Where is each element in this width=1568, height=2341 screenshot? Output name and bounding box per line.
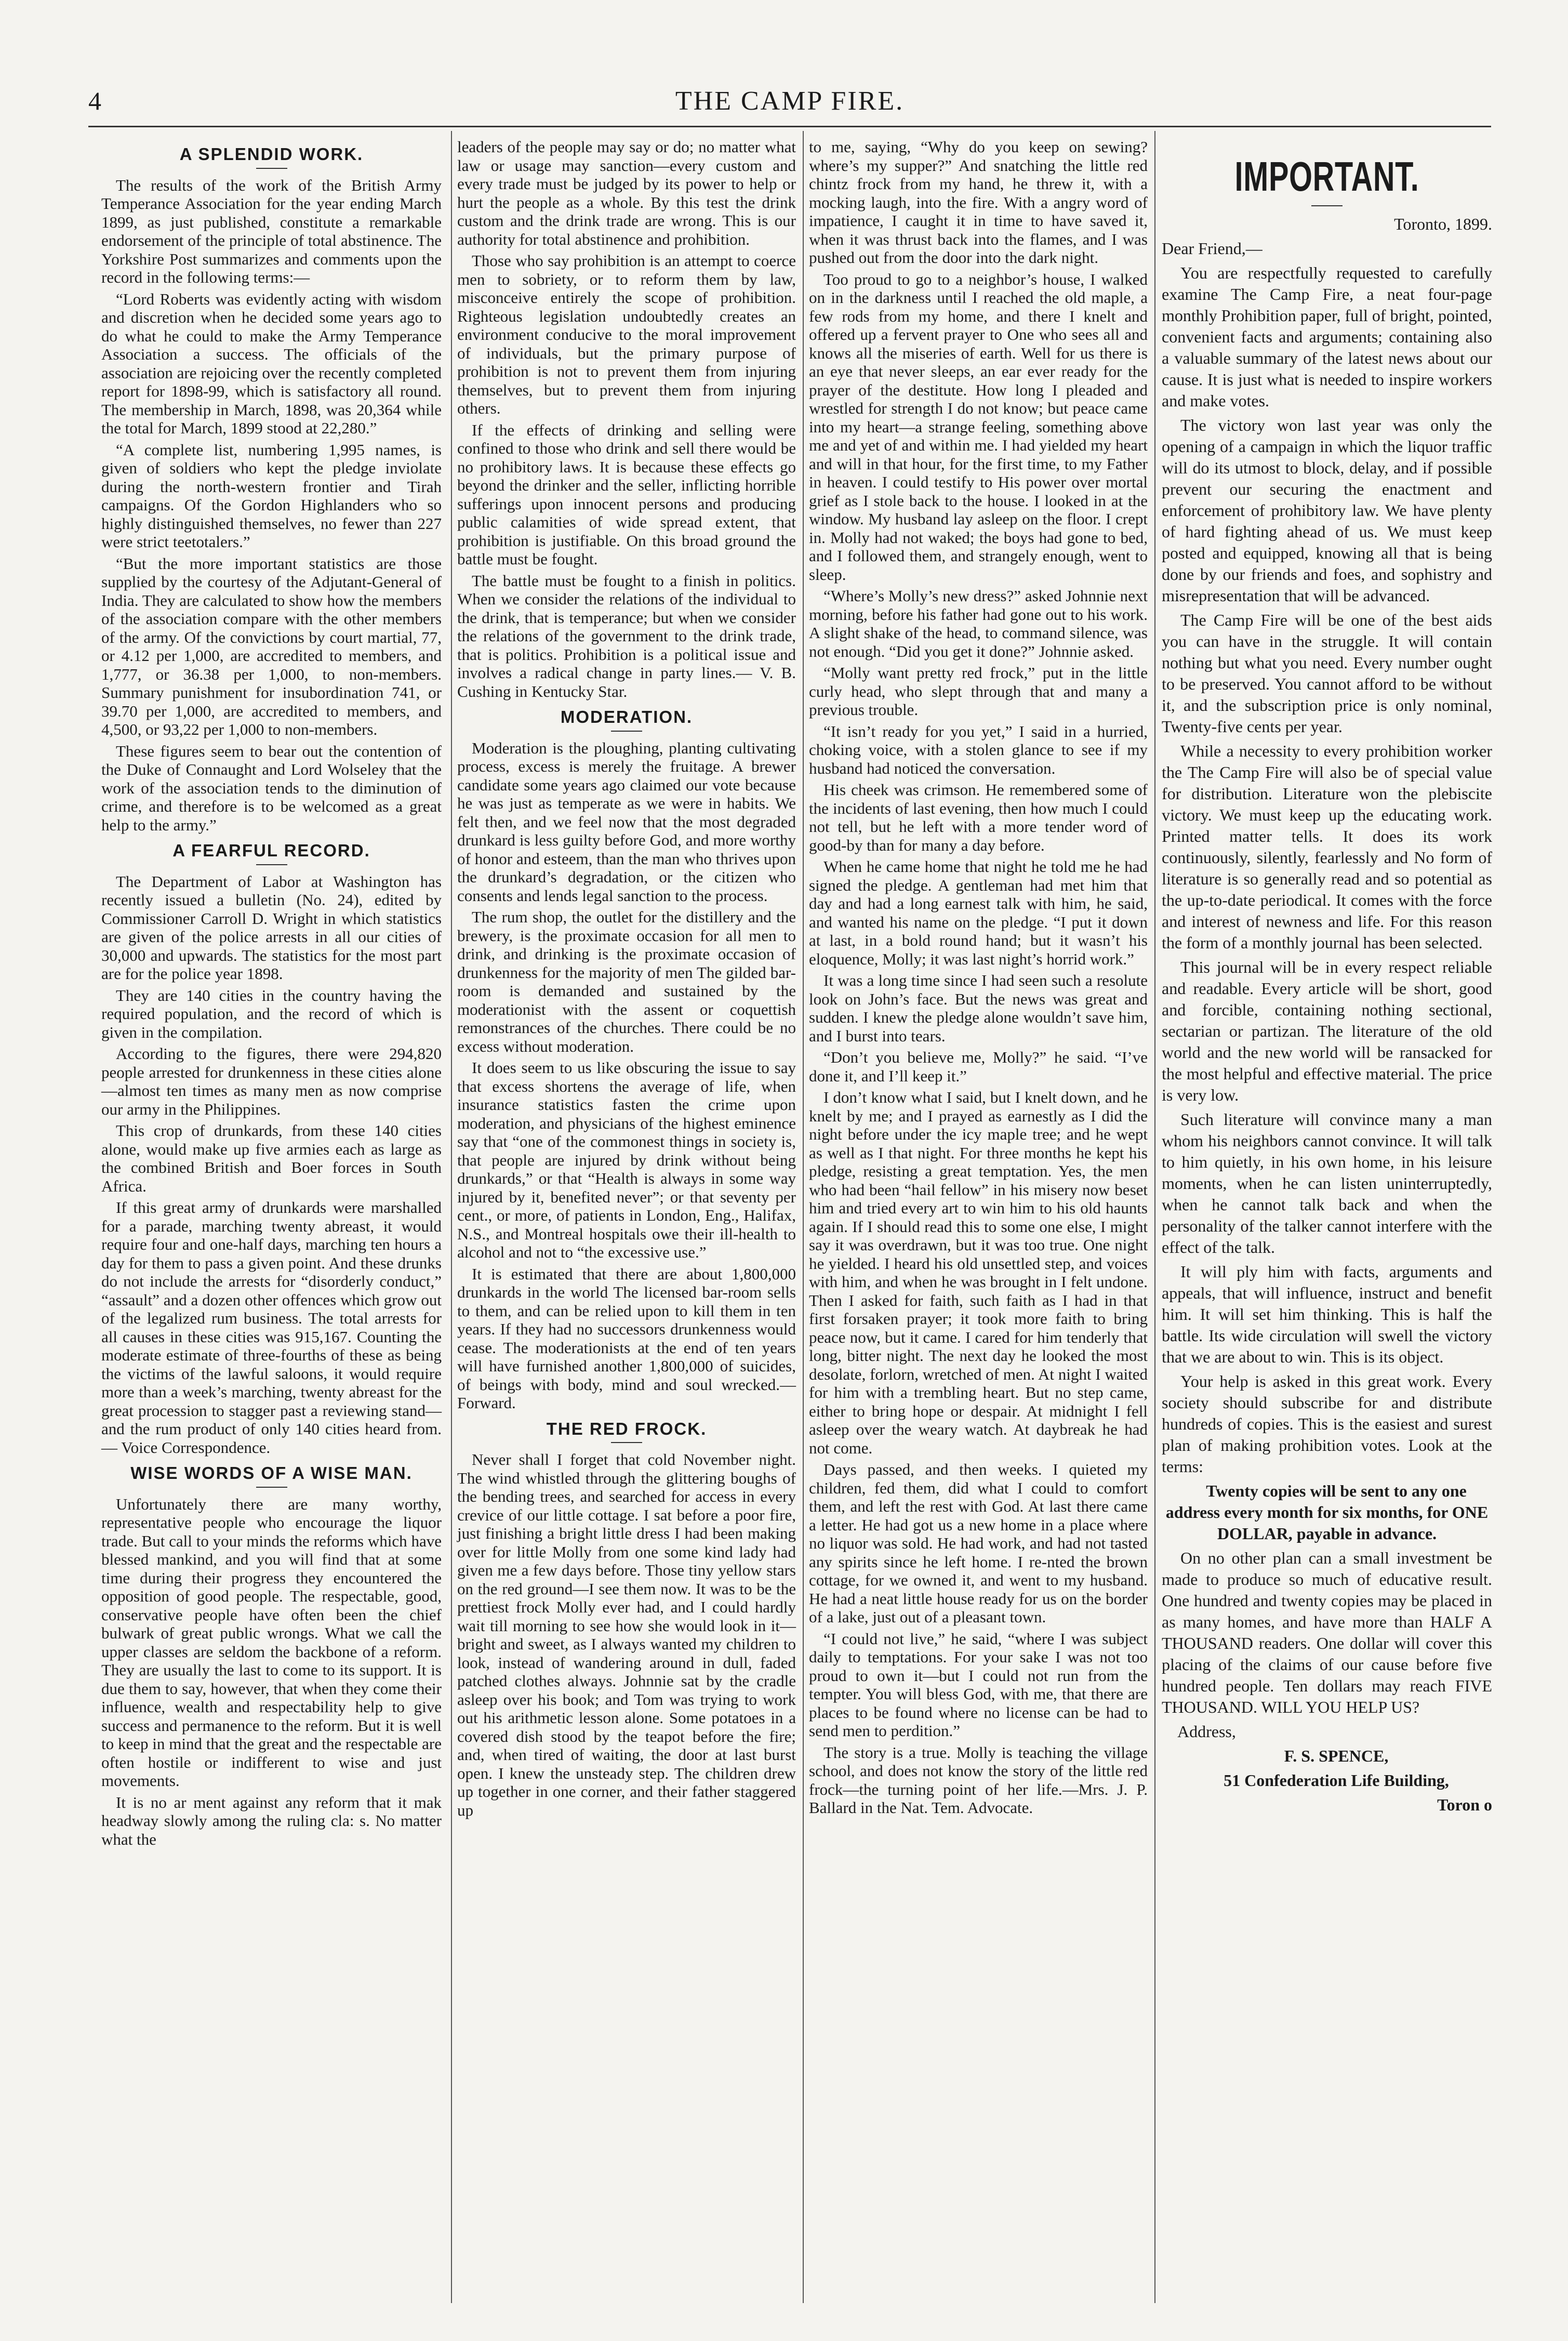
headline-fearful-record: A FEARFUL RECORD. [172, 841, 370, 860]
address-line-1: 51 Confederation Life Building, [1224, 1771, 1449, 1790]
article-paragraph: Those who say prohibition is an attempt to coerce men to sobriety, or to reform them by law, misconceive entirely the scope of prohibition. Righteous legislation undoubtedly creates an environment conducive to the moral improvement of individuals, but the primary purpose of prohibition is not to prevent them from injuring themselves, but to prevent them from injuring others. [457, 252, 796, 417]
article-paragraph: Days passed, and then weeks. I quieted my children, fed them, did what I could to comfort them, and left the rest with God. At last there came a letter. He had got us a new home in a place where no liquor was sold. He had work, and had not tasted any spirits since he left home. I re-nted the brown cottage, for we owned it, and went to my husband. He had a neat little house ready for us on the border of a lake, just out of a pleasant town. [809, 1460, 1148, 1626]
notice-paragraph: The Camp Fire will be one of the best aids you can have in the struggle. It will contain nothing but what you need. Every number ought to be preserved. You cannot afford to be without it, and the subscription price is only nominal, Twenty-five cents per year. [1162, 611, 1492, 736]
salutation: Dear Friend,— [1162, 239, 1263, 258]
article-paragraph: When he came home that night he told me he had signed the pledge. A gentleman had met him that day and had a long earnest talk with him, he said, and wanted his name on the pledge. “I put it down at last, in a bold round hand; but it wasn’t his eloquence, Molly; it was last night’s horrid work.” [809, 857, 1148, 968]
article-paragraph: The Department of Labor at Washington has recently issued a bulletin (No. 24), edited by Commissioner Carroll D. Wright in which statistics are given of the police arrests in all our cities of 30,000 and upwards. The statistics for the most part are for the police year 1898. [101, 872, 442, 983]
signer-name: F. S. SPENCE, [1284, 1747, 1389, 1765]
headline-dash [256, 168, 287, 169]
notice-paragraph: Such literature will convince many a man whom his neighbors cannot convince. It will talk to him quietly, in his own home, in his leisure moments, when he can listen uninterruptedly, when he cannot talk back and when the personality of the talker cannot interfere with the effect of the talk. [1162, 1110, 1492, 1257]
notice-paragraph: On no other plan can a small investment be made to produce so much of educative result. One hundred and twenty copies may be placed in as many homes, and have more than HALF A THOUSAND readers. One dollar will cover this placing of the claims of our cause before five hundred people. Ten dollars may reach FIVE THOUSAND. WILL YOU HELP US? [1162, 1549, 1492, 1716]
article-paragraph: “Don’t you believe me, Molly?” he said. “I’ve done it, and I’ll keep it.” [809, 1048, 1148, 1085]
article-paragraph: “It isn’t ready for you yet,” I said in a hurried, choking voice, with a stolen glance to see if my husband had noticed the conversation. [809, 722, 1148, 777]
column-4-notice [1162, 138, 1492, 1819]
page-number: 4 [88, 86, 101, 115]
article-paragraph: I don’t know what I said, but I knelt down, and he knelt by me; and I prayed as earnestly as I did the night before under the icy maple tree; and he wept as well as I that night. For three months he kept his pledge, resisting a great temptation. Yes, the men who had been “hail fellow” in his misery now beset him and tried every art to win him to his old haunts again. If I should read this to some one else, I might say it was overdrawn, but it was too true. One night he yielded. I heard his old unsettled step, and voices with him, and when he was brought in I felt undone. Then I asked for faith, such faith as I had in that first forsaken prayer; it took more faith to bring peace now, but it came. I cared for him tenderly that long, bitter night. The next day he looked the most desolate, forlorn, wretched of men. At night I waited for him with a trembling heart. But no step came, either to bring hope or despair. At midnight I fell asleep over the weary watch. At daybreak he had not come. [809, 1088, 1148, 1457]
article-paragraph: It was a long time since I had seen such a resolute look on John’s face. But the news was great and sudden. I knew the pledge alone wouldn’t save him, and I burst into tears. [809, 971, 1148, 1045]
article-paragraph: “But the more important statistics are those supplied by the courtesy of the Adjutant-General of India. They are calculated to show how the members of the association compare with the other members of the army. Of the convictions by court martial, 77, or 4.12 per 1,000, are accredited to members, and 1,777, or 36.38 per 1,000, to non-members. Summary punishment for insubordination 741, or 39.70 per 1,000, are accredited to members, and 4,500, or 93,22 per 1,000 to non-members. [101, 554, 442, 738]
article-paragraph: “Where’s Molly’s new dress?” asked Johnnie next morning, before his father had gone out to his work. A slight shake of the head, to command silence, was not enough. “Did you get it done?” Johnnie asked. [809, 587, 1148, 660]
notice-paragraph: While a necessity to every prohibition worker the The Camp Fire will also be of special value for distribution. Literature won the plebiscite victory. We must keep up the educating work. Printed matter tells. It does its work continuously, silently, fearlessly and No form of literature is so generally read and so potential as the up-to-date periodical. It comes with the force and interest of newness and life. For this reason the form of a monthly journal has been selected. [1162, 742, 1492, 952]
headline-dash [256, 864, 287, 865]
headline-dash [256, 1487, 287, 1488]
notice-paragraph: Your help is asked in this great work. Every society should subscribe for and distribute hundreds of copies. This is the easiest and surest plan of making prohibition votes. Look at the terms: [1162, 1372, 1492, 1476]
address-line-2: Toron o [1437, 1795, 1492, 1814]
article-paragraph: Never shall I forget that cold November night. The wind whistled through the glittering boughs of the bending trees, and searched for access in every crevice of our little cottage. I sat before a poor fire, just finishing a bright little dress I had been making over for little Molly from one some kind lady had given me a few days before. Those tiny yellow stars on the red ground—I see them now. It was to be the prettiest frock Molly ever had, and I could hardly wait till morning to see how she would look in it—bright and sweet, as I always wanted my children to look, instead of wandering around in dull, faded patched clothes always. Johnnie sat by the cradle asleep over his book; and Tom was trying to work out his arithmetic lesson alone. Some potatoes in a covered dish stood by the teapot before the fire; and, when tired of waiting, the door at last burst open. I knew the unsteady step. The children drew up together in one corner, and their father staggered up [457, 1450, 796, 1819]
important-heading: IMPORTANT. [1234, 153, 1419, 200]
article-paragraph: “Lord Roberts was evidently acting with wisdom and discretion when he decided some years ago to do what he could to make the Army Temperance Association a success. The officials of the association are rejoicing over the recently completed report for 1898-99, which is satisfactory all round. The membership in March, 1898, was 20,364 while the total for March, 1899 stood at 22,280.” [101, 289, 442, 437]
column-3 [809, 138, 1148, 1820]
headline-red-frock: THE RED FROCK. [546, 1419, 707, 1438]
headline-splendid-work: A SPLENDID WORK. [179, 144, 364, 164]
article-paragraph: The battle must be fought to a finish in politics. When we consider the relations of the individual to the drink, that is temperance; but when we consider the relations of the government to the drink trade, that is politics. Prohibition is a political issue and involves a radical change in party lines.— V. B. Cushing in Kentucky Star. [457, 571, 796, 700]
dateline: Toronto, 1899. [1394, 215, 1492, 233]
article-paragraph: This crop of drunkards, from these 140 cities alone, would make up five armies each as large as the combined British and Boer forces in South Africa. [101, 1121, 442, 1195]
article-paragraph: The story is a true. Molly is teaching the village school, and does not know the story of the little red frock—the turning point of her life.—Mrs. J. P. Ballard in the Nat. Tem. Advocate. [809, 1743, 1148, 1817]
notice-paragraph: You are respectfully requested to carefully examine The Camp Fire, a neat four-page monthly Prohibition paper, full of bright, pointed, convenient facts and arguments; containing also a valuable summary of the latest news about our cause. It is just what is needed to inspire workers and make votes. [1162, 263, 1492, 410]
heading-dash [1311, 205, 1343, 206]
article-paragraph: If this great army of drunkards were marshalled for a parade, marching twenty abreast, it would require four and one-half days, marching ten hours a day for them to pass a given point. And these drunks do not include the arrests for “disorderly conduct,” “assault” and a dozen other offences which grow out of the legalized rum business. The total arrests for all causes in these cities was 915,167. Counting the moderate estimate of three-fourths of these as being the victims of the lawful saloons, it would require more than a week’s marching, twenty abreast for the great procession to stagger past a reviewing stand—and the rum product of only 140 cities heard from.— Voice Correspondence. [101, 1198, 442, 1457]
subscription-offer: Twenty copies will be sent to any one address every month for six months, for ONE DOLLAR, payable in advance. [1165, 1482, 1489, 1543]
article-paragraph: “A complete list, numbering 1,995 names, is given of soldiers who kept the pledge inviolate during the north-western frontier and Tirah campaigns. Of the Gordon Highlanders who so highly distinguished themselves, no fewer than 227 were strict teetotalers.” [101, 440, 442, 551]
article-paragraph: They are 140 cities in the country having the required population, and the record of which is given in the compilation. [101, 986, 442, 1041]
notice-paragraph: It will ply him with facts, arguments and appeals, that will influence, instruct and benefit him. It will set him thinking. This is half the battle. Its wide circulation will swell the victory that we are about to win. This is its object. [1162, 1262, 1492, 1366]
paper-title: THE CAMP FIRE. [675, 86, 905, 116]
headline-moderation: MODERATION. [560, 707, 693, 726]
article-paragraph: These figures seem to bear out the contention of the Duke of Connaught and Lord Wolseley that the work of the association tends to the diminution of crime, and therefore is to be welcomed as a great help to the army.” [101, 742, 442, 834]
notice-paragraph: This journal will be in every respect reliable and readable. Every article will be short, good and forcible, containing nothing sectional, sectarian or partizan. The literature of the old world and the new world will be ransacked for the most helpful and effective material. The price is very low. [1162, 958, 1492, 1104]
article-paragraph: If the effects of drinking and selling were confined to those who drink and sell there would be no prohibitory laws. It is because these effects go beyond the drinker and the seller, inflicting horrible sufferings upon innocent persons and producing public calamities of wide spread extent, that prohibition is justifiable. On this broad ground the battle must be fought. [457, 420, 796, 568]
article-paragraph: His cheek was crimson. He remembered some of the incidents of last evening, then how much I could not tell, but he left with a more tender word of good-by than for many a day before. [809, 781, 1148, 854]
article-paragraph: Moderation is the ploughing, planting cultivating process, excess is merely the fruitage. A brewer candidate some years ago claimed our vote because he was just as temperate as we were in habits. We felt then, and we feel now that the most degraded drunkard is less guilty before God, and more worthy of honor and esteem, than the man who thrives upon the drunkard’s degradation, or the citizen who consents and lends legal sanction to the process. [457, 738, 796, 905]
article-paragraph: It does seem to us like obscuring the issue to say that excess shortens the average of life, when insurance statistics fasten the crime upon moderation, and physicians of the highest eminence say that “one of the commonest things in society is, that people are injured by drink without being drunkards,” or that “Health is always in some way injured by it, benefited never”; or that seventy per cent., or more, of patients in London, Eng., Halifax, N.S., and Montreal hospitals owe their ill-health to alcohol and not to “the excessive use.” [457, 1059, 796, 1261]
article-paragraph: The results of the work of the British Army Temperance Association for the year ending March 1899, as just published, constitute a remarkable endorsement of the principle of total abstinence. The Yorkshire Post summarizes and comments upon the record in the following terms:— [101, 176, 442, 286]
notice-paragraph: The victory won last year was only the opening of a campaign in which the liquor traffic will do its utmost to block, delay, and if possible prevent our securing the enactment and enforcement of prohibitory law. We have plenty of hard fighting ahead of us. We must keep posted and equipped, knowing all that is being done by our friends and foes, and sophistry and misrepresentation that will be advanced. [1162, 416, 1492, 605]
column-1 [101, 138, 442, 1851]
column-rule-3 [1154, 131, 1155, 2303]
masthead [88, 86, 1491, 122]
article-paragraph: leaders of the people may say or do; no matter what law or usage may sanction—every custom and every trade must be judged by its power to help or hurt the people as a whole. By this test the drink custom and the drink trade are wrong. This is our authority for total abstinence and prohibition. [457, 138, 796, 248]
headline-dash [611, 1442, 642, 1443]
article-paragraph: It is no ar ment against any reform that it mak headway slowly among the ruling cla: s. No matter what the [101, 1793, 442, 1848]
article-paragraph: Unfortunately there are many worthy, representative people who encourage the liquor trade. But call to your minds the reforms which have blessed mankind, and you will find that at some time during their progress they encountered the opposition of good people. The respectable, good, conservative people have often been the chief bulwark of great public wrongs. What we call the upper classes are seldom the backbone of a reform. They are usually the last to come to its support. It is due them to say, however, that when they come their influence, wealth and respectability help to give success and permanence to the reform. But it is well to keep in mind that the great and the respectable are often hostile or indifferent to wise and just movements. [101, 1494, 442, 1790]
article-paragraph: According to the figures, there were 294,820 people arrested for drunkenness in these cities alone—almost ten times as many men as now comprise our army in the Philippines. [101, 1044, 442, 1118]
article-paragraph: Too proud to go to a neighbor’s house, I walked on in the darkness until I reached the old maple, a few rods from my home, and there I knelt and offered up a fervent prayer to One who sees all and knows all the miseries of earth. Well for us there is an eye that never sleeps, an ear ever ready for the prayer of the destitute. How long I pleaded and wrestled for strength I do not know; but peace came into my heart—a strange feeling, something above me and yet of and within me. I had yielded my heart and will in that hour, for the first time, to my Father in heaven. I could testify to His power over mortal grief as I stole back to the house. I looked in at the window. My husband lay asleep on the floor. I crept in. Molly had not waked; the boys had gone to bed, and I followed them, and strangely enough, went to sleep. [809, 270, 1148, 584]
column-rule-1 [451, 131, 452, 2303]
column-2 [457, 138, 796, 1822]
article-paragraph: The rum shop, the outlet for the distillery and the brewery, is the proximate occasion for all men to drink, and drinking is the proximate occasion of drunkenness for the majority of men The gilded bar-room is demanded and sustained by the moderationist with the assent or coquettish remonstrances of the churches. There could be no excess without moderation. [457, 908, 796, 1055]
article-paragraph: “Molly want pretty red frock,” put in the little curly head, who slept through that and many a previous trouble. [809, 664, 1148, 719]
headline-dash [611, 731, 642, 732]
article-paragraph: to me, saying, “Why do you keep on sewing? where’s my supper?” And snatching the little red chintz frock from my hand, he threw it, with a mocking laugh, into the fire. With a angry word of impatience, I caught it in time to have saved it, when it was thrust back into the flames, and I was pushed out from the door into the dark night. [809, 138, 1148, 267]
masthead-rule [88, 126, 1491, 127]
headline-wise-words: WISE WORDS OF A WISE MAN. [130, 1463, 413, 1483]
column-rule-2 [803, 131, 804, 2303]
article-paragraph: It is estimated that there are about 1,800,000 drunkards in the world The licensed bar-room sells to them, and can be relied upon to kill them in ten years. If they had no successors drunkenness would cease. The moderationists at the end of ten years will have furnished another 1,800,000 of suicides, of beings with body, mind and soul wrecked.—Forward. [457, 1264, 796, 1412]
article-paragraph: “I could not live,” he said, “where I was subject daily to temptations. For your sake I was not too proud to own it—but I could not run from the tempter. You will bless God, with me, that there are places to be found where no license can be had to send men to perdition.” [809, 1629, 1148, 1740]
address-label: Address, [1177, 1722, 1236, 1741]
